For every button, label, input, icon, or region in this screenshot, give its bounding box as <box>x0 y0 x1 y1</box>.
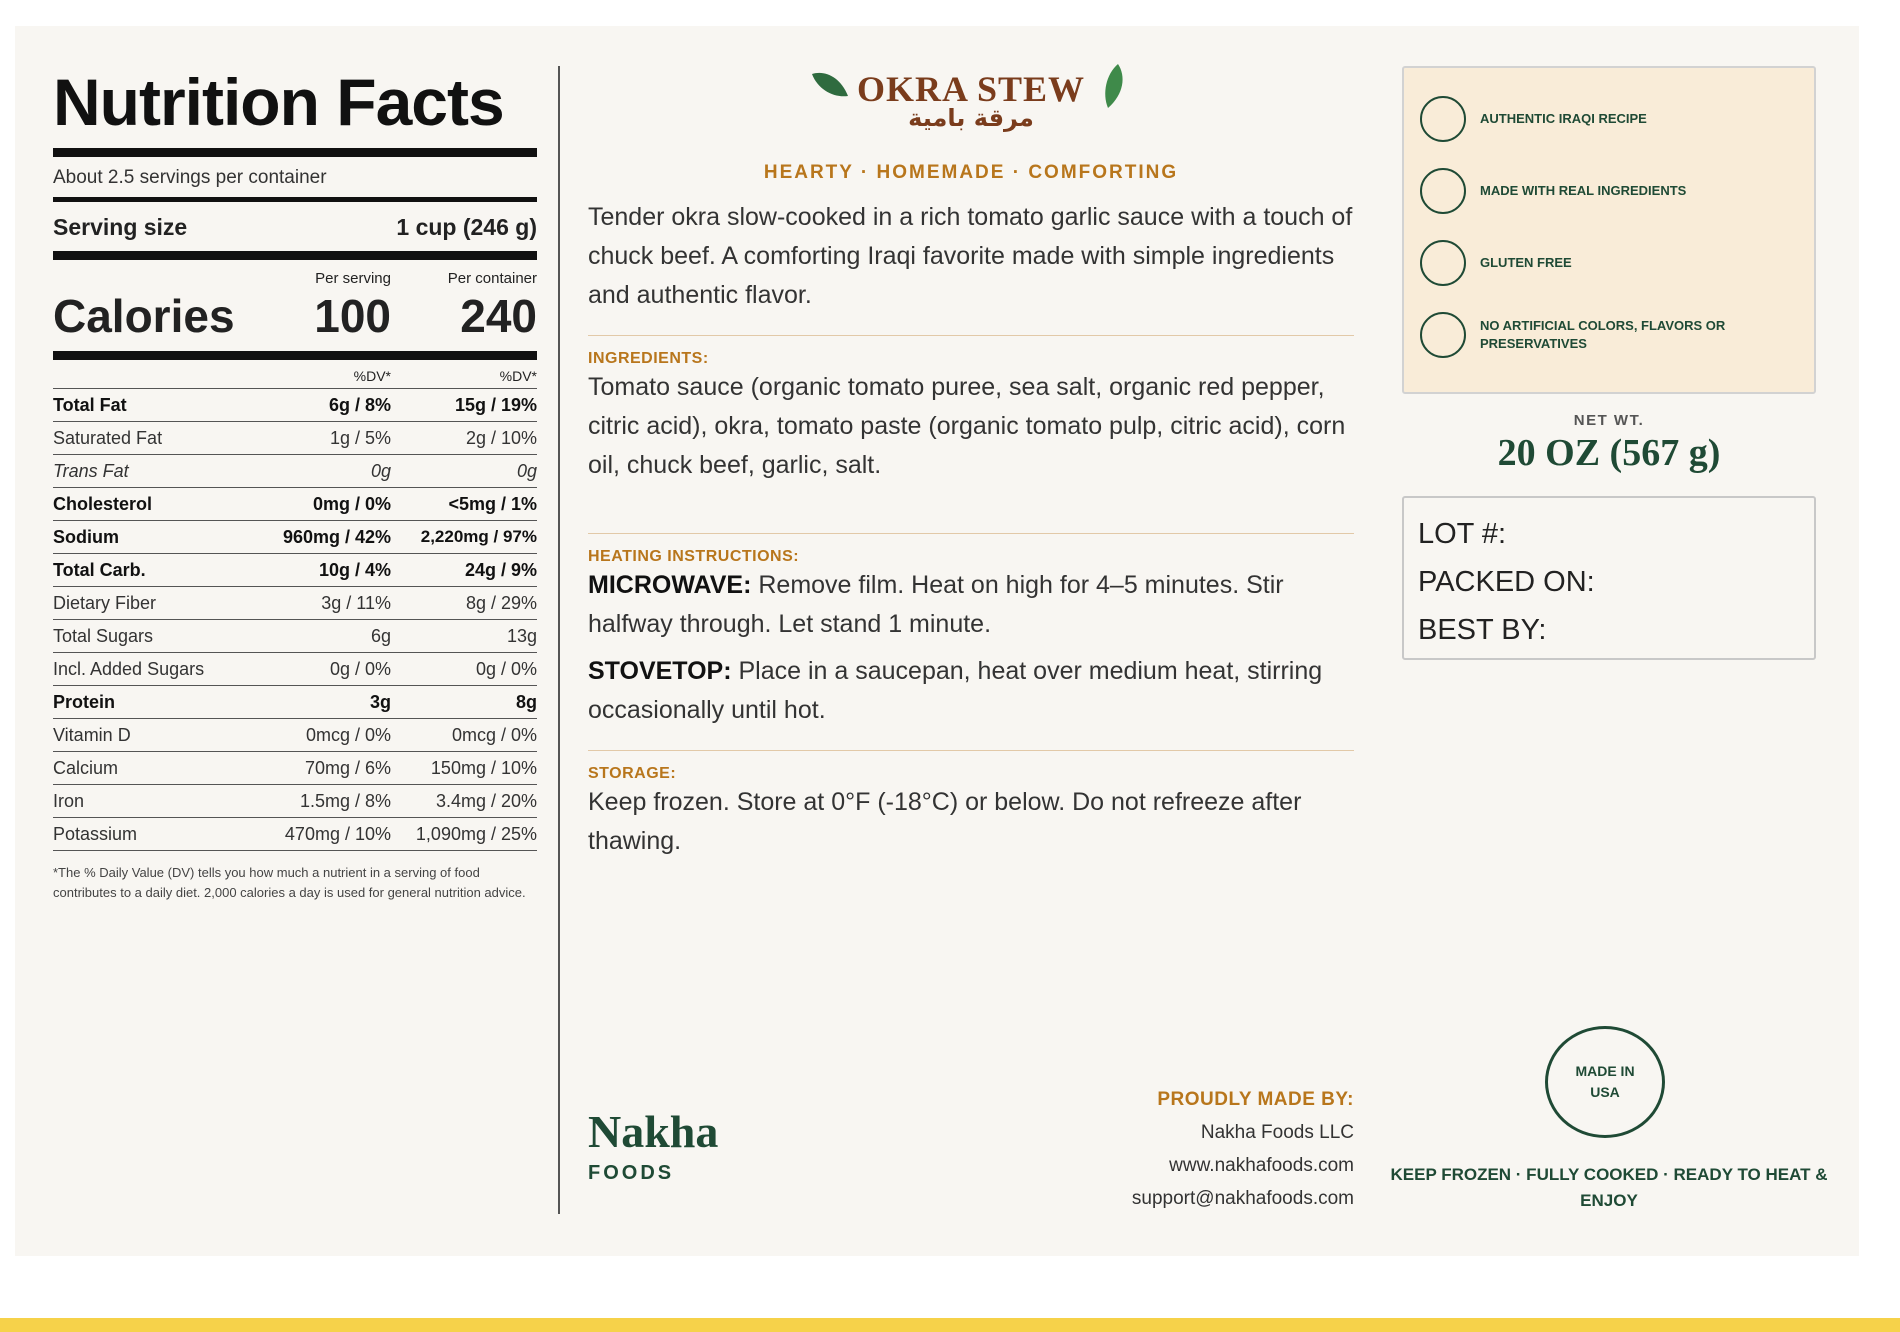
calories-row <box>53 287 537 351</box>
circle-icon <box>1420 96 1466 142</box>
manufacturer-info <box>1040 1084 1354 1215</box>
claim-text: NO ARTIFICIAL COLORS, FLAVORS OR PRESERVATIVES <box>1480 318 1726 351</box>
nutrient-name: Potassium <box>53 823 138 844</box>
dv-label: %DV* <box>353 368 391 384</box>
nutrient-container: 13g <box>506 625 537 646</box>
stovetop-instructions <box>588 652 1354 730</box>
nutrient-row <box>53 488 537 521</box>
product-title: OKRA STEW <box>856 69 1086 109</box>
product-info-column <box>588 60 1354 861</box>
nutrition-title: Nutrition Facts <box>53 65 504 139</box>
nutrient-name: Trans Fat <box>53 460 129 481</box>
footer-claims: KEEP FROZEN · FULLY COOKED · READY TO HEAT & ENJOY <box>1390 1165 1828 1210</box>
made-in-usa-text: MADE IN USA <box>1575 1063 1635 1100</box>
nutrient-row <box>53 752 537 785</box>
rule <box>53 351 537 360</box>
nutrient-row <box>53 719 537 752</box>
circle-icon <box>1420 168 1466 214</box>
heating-heading: HEATING INSTRUCTIONS: <box>588 548 800 565</box>
circle-icon <box>1420 240 1466 286</box>
nutrient-row <box>53 455 537 488</box>
claim-item <box>1420 312 1770 358</box>
nutrient-container: 8g / 29% <box>465 592 537 613</box>
brand-name: Nakha <box>588 1106 719 1157</box>
brand-sub: FOODS <box>588 1162 675 1184</box>
nutrient-name: Incl. Added Sugars <box>53 658 205 679</box>
serving-size-label: Serving size <box>53 214 188 240</box>
nutrient-name: Total Fat <box>53 394 127 415</box>
claims-box <box>1402 66 1816 394</box>
nutrient-container: 0g / 0% <box>475 658 537 679</box>
nutrient-name: Total Carb. <box>53 559 146 580</box>
nutrient-row <box>53 554 537 587</box>
support-email: support@nakhafoods.com <box>1131 1188 1354 1209</box>
dv-label: %DV* <box>499 368 537 384</box>
nutrient-name: Cholesterol <box>53 493 153 514</box>
rule <box>53 148 537 157</box>
microwave-text: Remove film. Heat on high for 4–5 minutes. Stir halfway through. Let stand 1 minute. <box>588 571 1284 638</box>
section-divider <box>588 335 1354 336</box>
nutrient-row <box>53 389 537 422</box>
nutrient-row <box>53 587 537 620</box>
microwave-instructions <box>588 566 1354 644</box>
nutrient-container: 15g / 19% <box>454 394 537 415</box>
servings-per-container: About 2.5 servings per container <box>53 167 327 188</box>
nutrient-container: <5mg / 1% <box>448 493 537 514</box>
nutrient-table <box>53 388 537 851</box>
stovetop-label: STOVETOP: <box>588 657 732 685</box>
calories-per-container: 240 <box>460 290 537 342</box>
nutrient-row <box>53 818 537 851</box>
ingredients-heading: INGREDIENTS: <box>588 350 709 367</box>
nutrient-container: 3.4mg / 20% <box>435 790 537 811</box>
nutrient-row <box>53 785 537 818</box>
serving-size-row <box>53 202 537 251</box>
nutrient-serving: 10g / 4% <box>318 559 391 580</box>
brand-logo <box>588 1106 718 1185</box>
nutrient-row <box>53 620 537 653</box>
stovetop-text: Place in a saucepan, heat over medium heat, stirring occasionally until hot. <box>588 657 1323 724</box>
claim-text: MADE WITH REAL INGREDIENTS <box>1480 183 1687 198</box>
nutrient-serving: 0mg / 0% <box>312 493 391 514</box>
per-headings <box>53 260 537 287</box>
made-in-usa-badge <box>1545 1026 1665 1138</box>
nutrient-container: 0g <box>516 460 537 481</box>
packed-on-label: PACKED ON: <box>1418 566 1595 598</box>
website: www.nakhafoods.com <box>1169 1155 1354 1176</box>
product-title-arabic: مرقة بامية <box>908 104 1034 132</box>
nutrient-row <box>53 521 537 554</box>
lot-info-box <box>1402 496 1816 660</box>
claim-item <box>1420 96 1770 142</box>
tagline: HEARTY · HOMEMADE · COMFORTING <box>763 162 1179 183</box>
nutrient-serving: 0g <box>370 460 391 481</box>
nutrient-serving: 960mg / 42% <box>282 526 391 547</box>
company-name: Nakha Foods LLC <box>1200 1122 1354 1143</box>
claim-item <box>1420 168 1770 214</box>
nutrient-container: 2,220mg / 97% <box>420 527 537 546</box>
storage-heading: STORAGE: <box>588 765 677 782</box>
nutrient-container: 24g / 9% <box>464 559 537 580</box>
dv-footnote: *The % Daily Value (DV) tells you how much a nutrient in a serving of food contributes to a daily diet. 2,000 calories a day is used for general nutrition advice. <box>53 865 526 900</box>
calories-label: Calories <box>53 290 235 342</box>
nutrient-row <box>53 653 537 686</box>
nutrient-name: Protein <box>53 691 116 712</box>
nutrient-serving: 70mg / 6% <box>304 757 391 778</box>
nutrient-serving: 3g / 11% <box>321 592 391 613</box>
nutrient-serving: 1g / 5% <box>329 427 391 448</box>
nutrient-name: Iron <box>53 790 85 811</box>
microwave-label: MICROWAVE: <box>588 571 752 599</box>
column-divider <box>558 66 560 1214</box>
nutrient-container: 2g / 10% <box>465 427 537 448</box>
serving-size-value: 1 cup (246 g) <box>396 214 537 240</box>
net-weight-value: 20 OZ (567 g) <box>1497 432 1721 474</box>
nutrient-container: 1,090mg / 25% <box>415 823 537 844</box>
bottom-color-bar <box>0 1318 1900 1332</box>
product-header <box>588 60 1354 136</box>
lot-number-label: LOT #: <box>1418 518 1507 550</box>
per-container-label: Per container <box>447 270 537 287</box>
leaf-icon <box>1102 62 1126 110</box>
nutrient-name: Vitamin D <box>53 724 131 745</box>
rule <box>53 251 537 260</box>
nutrient-name: Sodium <box>53 526 119 547</box>
nutrient-row <box>53 422 537 455</box>
best-by-label: BEST BY: <box>1418 614 1547 646</box>
nutrient-name: Total Sugars <box>53 625 154 646</box>
dv-headings <box>53 360 537 388</box>
product-description: Tender okra slow-cooked in a rich tomato garlic sauce with a touch of chuck beef. A comforting Iraqi favorite made with simple ingredients and authentic flavor. <box>588 203 1353 309</box>
nutrient-container: 0mcg / 0% <box>451 724 537 745</box>
net-weight-label: NET WT. <box>1573 412 1645 429</box>
claim-text: GLUTEN FREE <box>1480 255 1572 270</box>
nutrient-serving: 470mg / 10% <box>284 823 391 844</box>
nutrient-name: Calcium <box>53 757 119 778</box>
section-divider <box>588 533 1354 534</box>
nutrient-serving: 0g / 0% <box>329 658 391 679</box>
section-divider <box>588 750 1354 751</box>
nutrient-row <box>53 686 537 719</box>
claim-item <box>1420 240 1770 286</box>
calories-per-serving: 100 <box>314 290 391 342</box>
nutrient-serving: 1.5mg / 8% <box>299 790 391 811</box>
nutrient-container: 8g <box>515 691 537 712</box>
storage-text: Keep frozen. Store at 0°F (-18°C) or below. Do not refreeze after thawing. <box>588 788 1302 855</box>
ingredients-text: Tomato sauce (organic tomato puree, sea salt, organic red pepper, citric acid), okra, tomato paste (organic tomato pulp, citric acid), corn oil, chuck beef, garlic, salt. <box>588 373 1346 479</box>
nutrient-name: Saturated Fat <box>53 427 163 448</box>
nutrient-serving: 3g <box>369 691 391 712</box>
nutrient-serving: 6g <box>370 625 391 646</box>
nutrient-name: Dietary Fiber <box>53 592 157 613</box>
nutrition-facts-panel <box>53 62 537 903</box>
circle-icon <box>1420 312 1466 358</box>
nutrient-container: 150mg / 10% <box>430 757 537 778</box>
nutrient-serving: 6g / 8% <box>328 394 391 415</box>
net-weight <box>1402 412 1816 475</box>
claim-text: AUTHENTIC IRAQI RECIPE <box>1480 111 1647 126</box>
nutrient-serving: 0mcg / 0% <box>305 724 391 745</box>
per-serving-label: Per serving <box>315 270 391 287</box>
made-by-heading: PROUDLY MADE BY: <box>1157 1089 1354 1110</box>
